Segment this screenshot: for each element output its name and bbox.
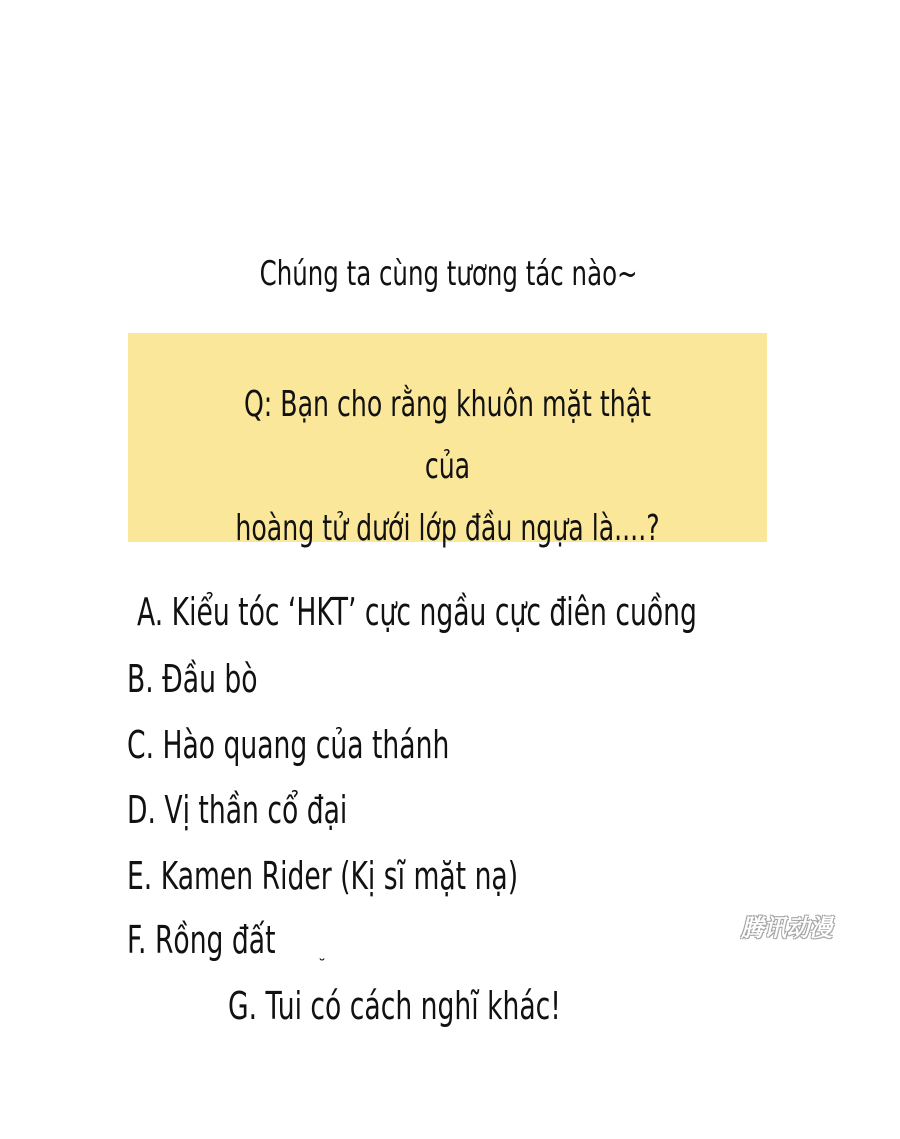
stray-breve-mark: ˘ bbox=[318, 956, 326, 975]
option-f: F. Rồng đất bbox=[127, 918, 276, 962]
option-d: D. Vị thần cổ đại bbox=[127, 788, 348, 832]
question-line-1: Q: Bạn cho rằng khuôn mặt thật của bbox=[243, 384, 652, 487]
option-b: B. Đầu bò bbox=[127, 657, 258, 701]
option-g: G. Tui có cách nghĩ khác! bbox=[228, 984, 561, 1028]
question-line-2: hoàng tử dưới lớp đầu ngựa là....? bbox=[235, 508, 660, 549]
option-e: E. Kamen Rider (Kị sĩ mặt nạ) bbox=[127, 854, 519, 898]
option-a: A. Kiểu tóc ‘HKT’ cực ngầu cực điên cuồng bbox=[137, 590, 697, 634]
option-c: C. Hào quang của thánh bbox=[127, 723, 450, 767]
watermark-logo: 腾讯动漫 bbox=[741, 914, 833, 942]
heading: Chúng ta cùng tương tác nào~ bbox=[259, 254, 638, 294]
question-text bbox=[128, 374, 767, 560]
